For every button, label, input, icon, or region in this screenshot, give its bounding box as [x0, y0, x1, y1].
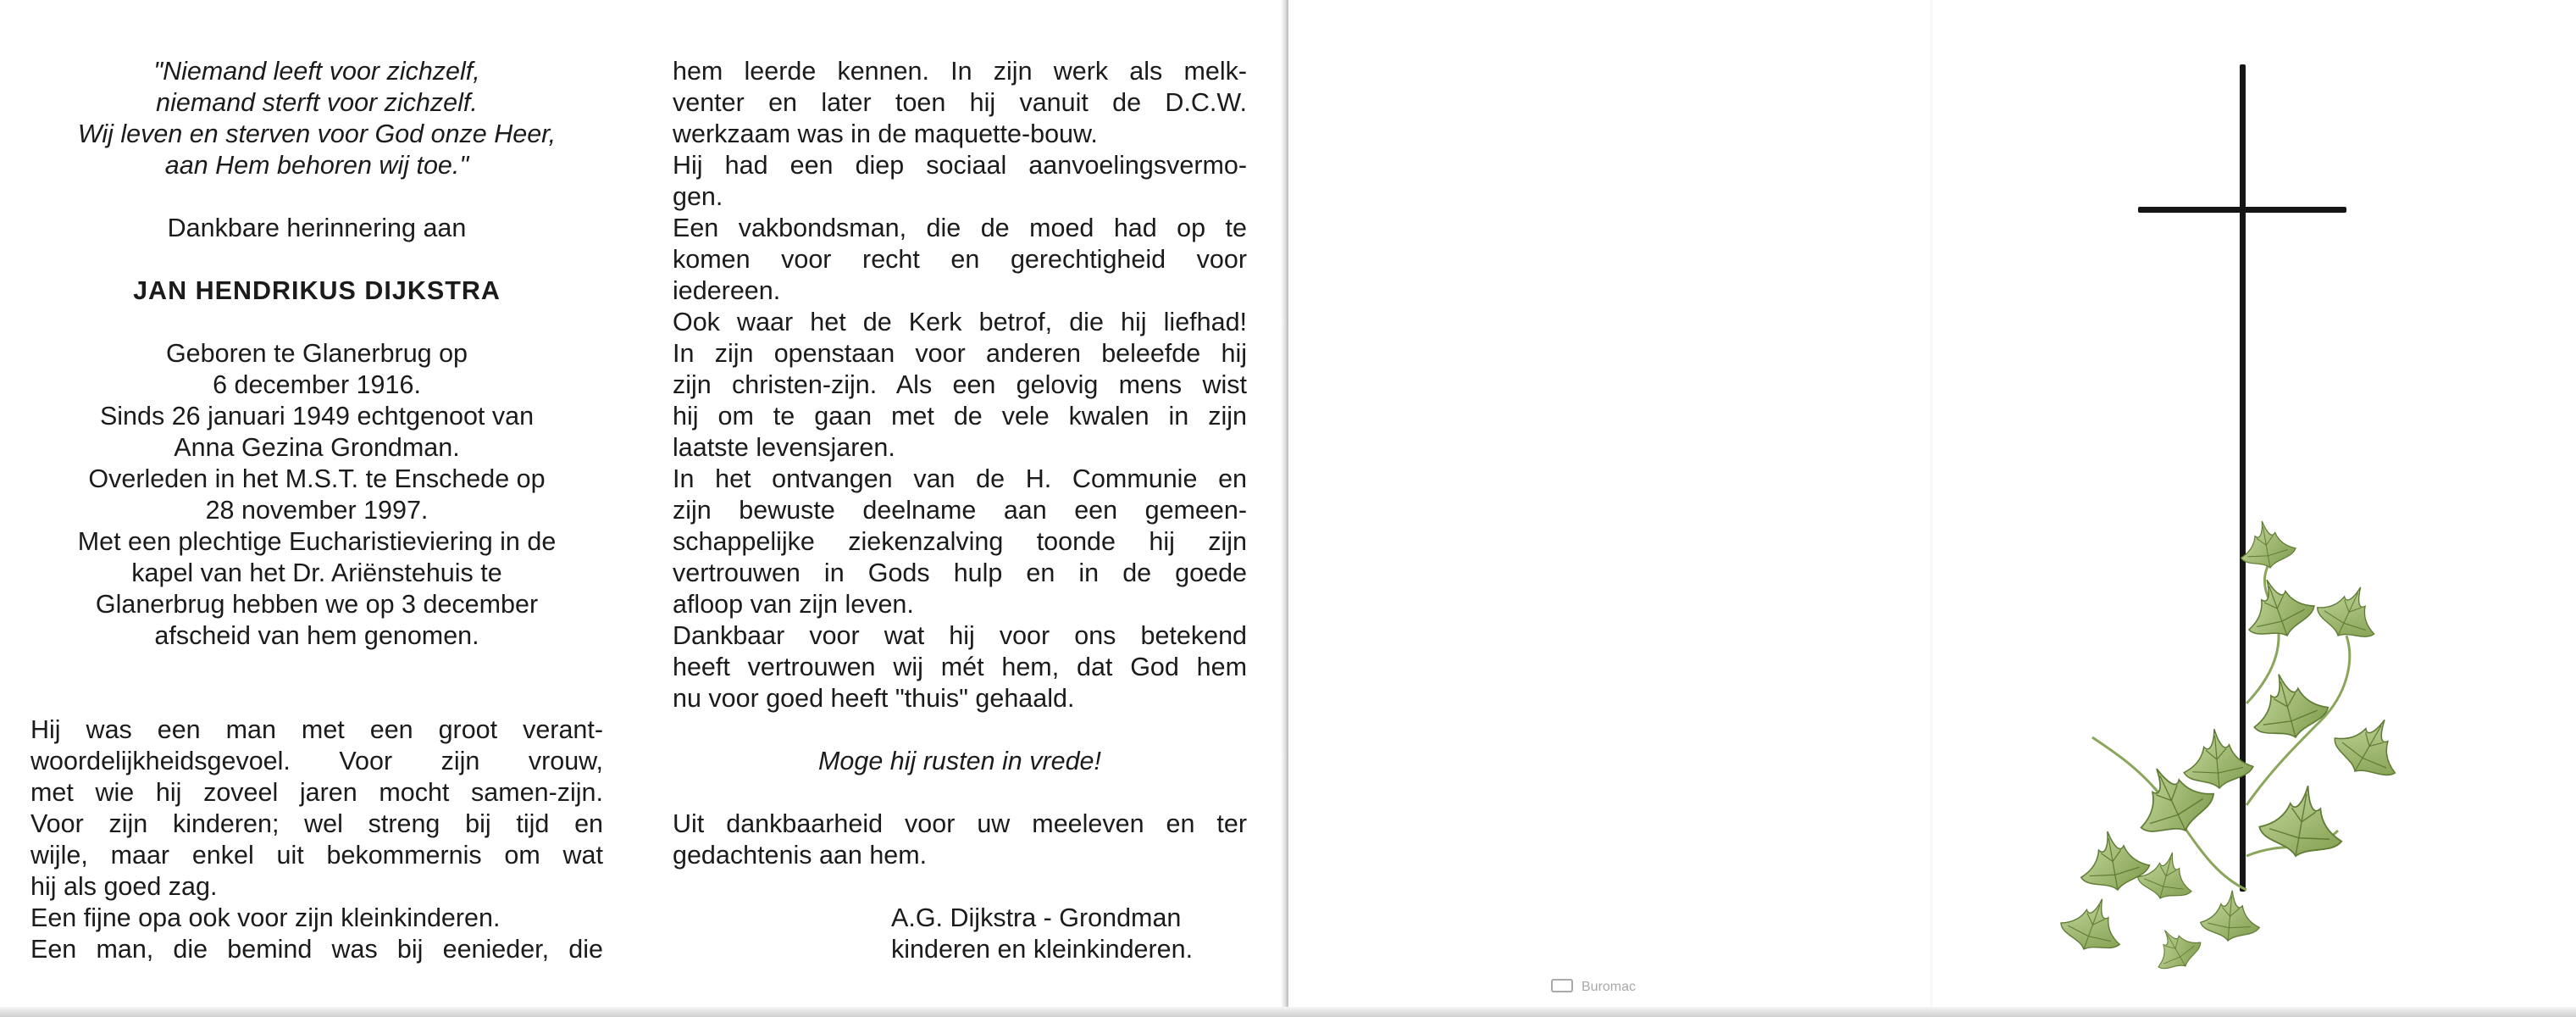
thanks-line: Uit dankbaarheid voor uw meeleven en ter	[673, 809, 1247, 838]
ivy-leaf	[2144, 918, 2207, 978]
detail-line: Geboren te Glanerbrug op	[165, 339, 468, 368]
scripture-quote	[30, 56, 603, 181]
detail-line: 28 november 1997.	[205, 496, 429, 525]
biography-line: Een vakbondsman, die de moed had op te	[673, 214, 1247, 242]
quote-line: aan Hem behoren wij toe."	[164, 151, 469, 180]
biography-line: zijn bewuste deelname aan een gemeen-	[673, 496, 1247, 525]
biography-line: schappelijke ziekenzalving toonde hij zijn	[673, 527, 1247, 556]
biography-line: wijle, maar enkel uit bekommernis om wat	[30, 841, 603, 870]
biography-part-two	[673, 56, 1247, 714]
printer-logo-icon	[1551, 979, 1573, 992]
biography-line: afloop van zijn leven.	[673, 590, 914, 619]
thanks-note	[673, 809, 1247, 871]
biography-line: hem leerde kennen. In zijn werk als melk-	[673, 57, 1247, 86]
detail-line: 6 december 1916.	[213, 370, 421, 399]
biography-line: gen.	[673, 182, 723, 211]
biography-line: nu voor goed heeft "thuis" gehaald.	[673, 684, 1075, 713]
detail-line: Sinds 26 januari 1949 echtgenoot van	[99, 402, 535, 431]
biography-line: Hij had een diep sociaal aanvoelingsvermo-	[673, 151, 1247, 180]
biography-line: hij als goed zag.	[30, 872, 218, 901]
detail-line: Overleden in het M.S.T. te Enschede op	[88, 464, 546, 493]
biography-line: laatste levensjaren.	[673, 433, 895, 462]
family-signature	[673, 903, 1247, 965]
ivy-leaf	[2134, 846, 2200, 906]
ivy-leaf	[2055, 888, 2132, 959]
ivy-leaf	[2199, 888, 2263, 943]
memorial-intro: Dankbare herinnering aan	[167, 214, 467, 242]
left-text-column	[30, 56, 603, 965]
detail-line: kapel van het Dr. Ariënstehuis te	[131, 559, 502, 587]
biography-line: komen voor recht en gerechtigheid voor	[673, 245, 1247, 274]
ivy-leaf	[2310, 575, 2390, 649]
biography-line: werkzaam was in de maquette-bouw.	[673, 119, 1098, 148]
ivy-leaf	[2256, 779, 2350, 864]
ivy-leaf	[2243, 664, 2334, 747]
biography-line: vertrouwen in Gods hulp en in de goede	[673, 559, 1247, 587]
ivy-leaf	[2074, 825, 2152, 896]
signature-line: A.G. Dijkstra - Grondman	[891, 903, 1182, 932]
outer-card-fold	[1930, 0, 1933, 1009]
ivy-leaf	[2325, 703, 2415, 789]
biography-line: Een fijne opa ook voor zijn kleinkinderen.	[30, 903, 501, 932]
biography-line: met wie hij zoveel jaren mocht samen-zijn.	[30, 778, 603, 807]
signature-line: kinderen en kleinkinderen.	[891, 935, 1194, 964]
thanks-line: gedachtenis aan hem.	[673, 841, 928, 870]
detail-line: Met een plechtige Eucharistieviering in de	[77, 527, 557, 556]
biography-line: woordelijkheidsgevoel. Voor zijn vrouw,	[30, 747, 603, 775]
biography-line: iedereen.	[673, 276, 781, 305]
biography-line: Hij was een man met een groot verant-	[30, 715, 603, 744]
life-details	[30, 338, 603, 652]
printer-name: Buromac	[1582, 980, 1637, 994]
closing-prayer: Moge hij rusten in vrede!	[818, 747, 1101, 775]
detail-line: afscheid van hem genomen.	[154, 621, 479, 650]
quote-line: "Niemand leeft voor zichzelf,	[153, 57, 480, 86]
biography-line: zijn christen-zijn. Als een gelovig mens wist	[673, 370, 1247, 399]
biography-line: Dankbaar voor wat hij voor ons betekend	[673, 621, 1247, 650]
quote-line: niemand sterft voor zichzelf.	[156, 88, 478, 117]
biography-line: Een man, die bemind was bij eenieder, die	[30, 935, 603, 964]
biography-line: In het ontvangen van de H. Communie en	[673, 464, 1247, 493]
biography-line: hij om te gaan met de vele kwalen in zijn	[673, 402, 1247, 431]
biography-line: heeft vertrouwen wij mét hem, dat God hem	[673, 653, 1247, 681]
cross-with-ivy-illustration	[2016, 42, 2474, 1000]
biography-line: venter en later toen hij vanuit de D.C.W.	[673, 88, 1247, 117]
printer-mark	[1551, 980, 1636, 995]
biography-part-one	[30, 714, 603, 965]
biography-line: In zijn openstaan voor anderen beleefde hij	[673, 339, 1247, 368]
biography-line: Ook waar het de Kerk betrof, die hij liefhad!	[673, 308, 1247, 336]
detail-line: Glanerbrug hebben we op 3 december	[95, 590, 539, 619]
right-text-column	[673, 56, 1247, 965]
deceased-name: JAN HENDRIKUS DIJKSTRA	[133, 276, 501, 305]
quote-line: Wij leven en sterven voor God onze Heer,	[77, 119, 557, 148]
detail-line: Anna Gezina Grondman.	[174, 433, 460, 462]
scan-bottom-edge	[0, 1007, 2576, 1017]
biography-line: Voor zijn kinderen; wel streng bij tijd en	[30, 809, 603, 838]
